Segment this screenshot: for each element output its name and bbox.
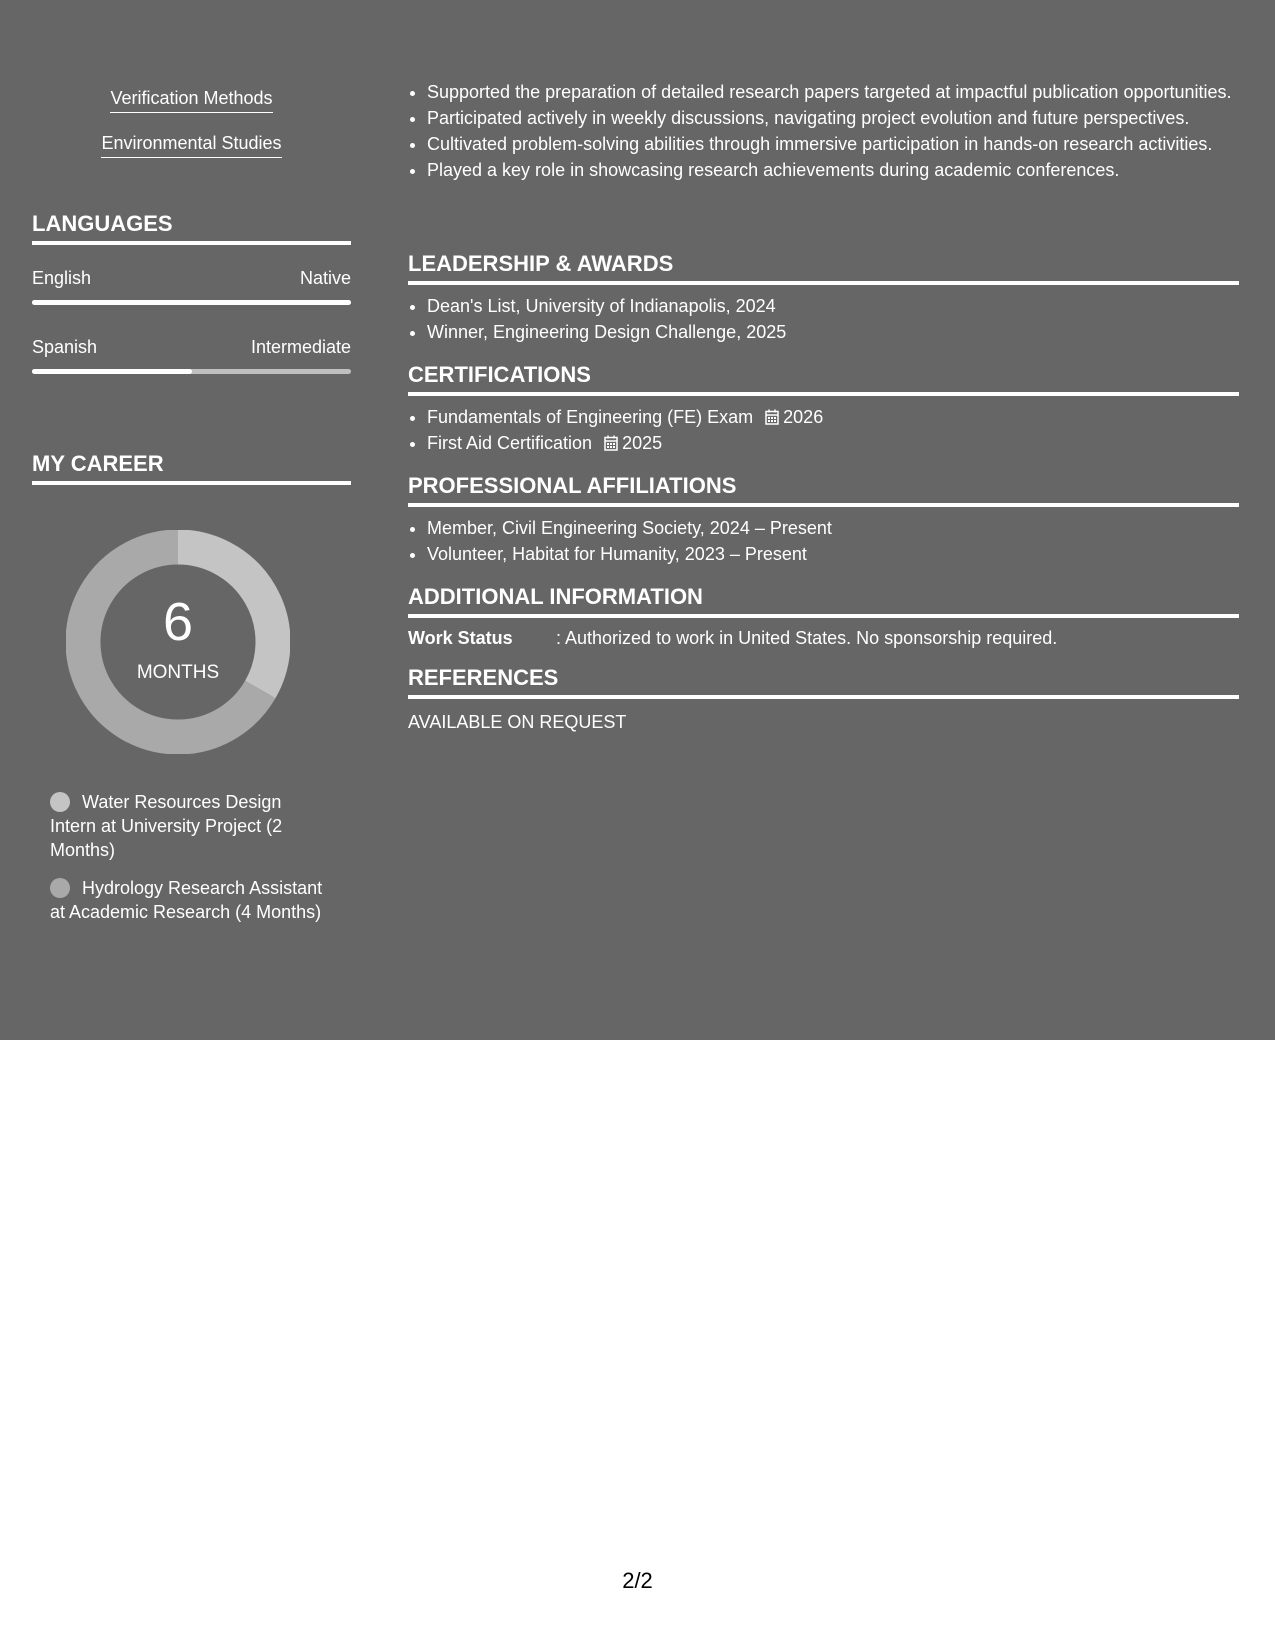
language-bar	[32, 369, 351, 374]
career-total-months: 6	[162, 592, 194, 652]
skill-tag[interactable]	[32, 88, 351, 113]
page-number: 2/2	[622, 1568, 653, 1593]
language-bar	[32, 300, 351, 305]
work-status-row	[408, 628, 1057, 649]
language-bar-fill	[32, 369, 192, 374]
additional-info-heading: ADDITIONAL INFORMATION	[408, 584, 1239, 618]
calendar-icon	[604, 435, 618, 451]
career-legend-item	[50, 876, 330, 924]
affiliations-list	[408, 516, 1239, 568]
language-row	[32, 337, 351, 387]
skill-tag-label: Environmental Studies	[101, 133, 281, 158]
certifications-list	[408, 405, 1239, 457]
skill-tag-label: Verification Methods	[110, 88, 272, 113]
language-level: Intermediate	[250, 337, 351, 357]
language-name: English	[32, 268, 92, 288]
experience-bullet: • Cultivated problem-solving abilities through immersive participation in hands-on research activities.	[427, 132, 1239, 156]
leadership-heading: LEADERSHIP & AWARDS	[408, 251, 1239, 285]
career-unit: MONTHS	[136, 662, 220, 683]
calendar-icon	[765, 409, 779, 425]
career-heading: MY CAREER	[32, 451, 351, 485]
skill-tag[interactable]	[32, 133, 351, 158]
language-bar-fill	[32, 300, 351, 305]
career-donut-chart	[66, 530, 290, 754]
certification-name: Fundamentals of Engineering (FE) Exam	[427, 407, 754, 427]
certification-item	[427, 431, 1239, 455]
experience-bullet: • Played a key role in showcasing research achievements during academic conferences.	[427, 158, 1239, 182]
references-text: AVAILABLE ON REQUEST	[408, 712, 627, 732]
certification-name: First Aid Certification	[427, 433, 593, 453]
language-row	[32, 268, 351, 318]
language-name: Spanish	[32, 337, 98, 357]
career-legend-item	[50, 790, 330, 862]
experience-bullet: • Participated actively in weekly discussions, navigating project evolution and future perspectives.	[427, 106, 1239, 130]
experience-bullet: • Supported the preparation of detailed research papers targeted at impactful publication opportunities.	[427, 80, 1239, 104]
certification-item	[427, 405, 1239, 429]
work-status-label: Work Status	[408, 628, 513, 648]
certification-year: 2026	[783, 407, 824, 427]
leadership-item: • Dean's List, University of Indianapolis, 2024	[427, 294, 1239, 318]
legend-dot-icon	[50, 792, 70, 812]
legend-dot-icon	[50, 878, 70, 898]
affiliations-heading: PROFESSIONAL AFFILIATIONS	[408, 473, 1239, 507]
experience-bullets	[408, 80, 1239, 184]
affiliation-item: • Volunteer, Habitat for Humanity, 2023 – Present	[427, 542, 1239, 566]
work-status-value: : Authorized to work in United States. No sponsorship required.	[556, 628, 1058, 648]
leadership-list	[408, 294, 1239, 346]
career-legend-label: Water Resources Design Intern at University Project (2 Months)	[50, 792, 283, 860]
affiliation-item: • Member, Civil Engineering Society, 2024 – Present	[427, 516, 1239, 540]
references-heading: REFERENCES	[408, 665, 1239, 699]
language-level: Native	[299, 268, 351, 288]
certifications-heading: CERTIFICATIONS	[408, 362, 1239, 396]
languages-heading: LANGUAGES	[32, 211, 351, 245]
leadership-item: • Winner, Engineering Design Challenge, 2025	[427, 320, 1239, 344]
career-legend-label: Hydrology Research Assistant at Academic Research (4 Months)	[50, 878, 323, 922]
certification-year: 2025	[622, 433, 663, 453]
